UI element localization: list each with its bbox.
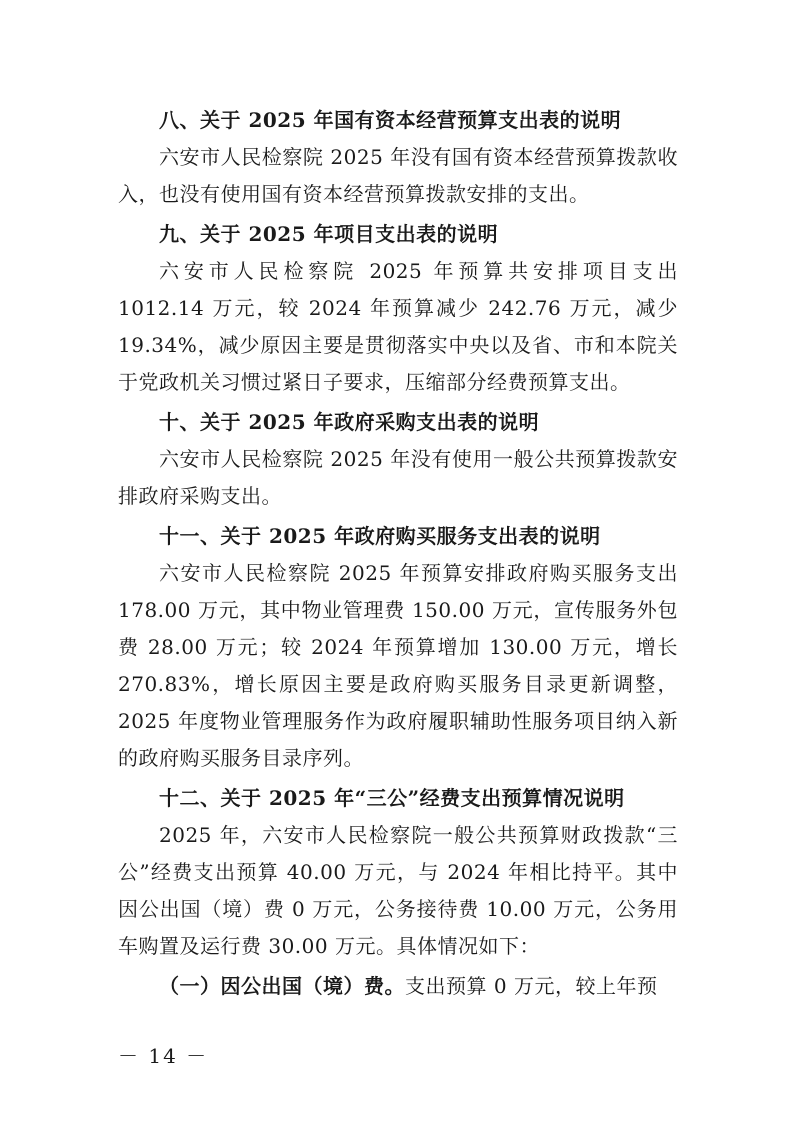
section-12 (118, 780, 678, 965)
section-paragraph: 六安市人民检察院 2025 年预算共安排项目支出 1012.14 万元，较 2024 年预算减少 242.76 万元，减少 19.34%，减少原因主要是贯彻落实中央以及省、市和本院关于党政机关习惯过紧日子要求，压缩部分经费预算支出。 (118, 259, 678, 394)
section-paragraph: 六安市人民检察院 2025 年没有使用一般公共预算拨款安排政府采购支出。 (118, 447, 678, 508)
section-8 (118, 102, 678, 213)
section-paragraph: 六安市人民检察院 2025 年没有国有资本经营预算拨款收入，也没有使用国有资本经营预算拨款安排的支出。 (118, 145, 678, 206)
section-paragraph: 2025 年，六安市人民检察院一般公共预算财政拨款“三公”经费支出预算 40.00 万元，与 2024 年相比持平。其中因公出国（境）费 0 万元，公务接待费 10.00 万元，公务用车购置及运行费 30.00 万元。具体情况如下： (118, 823, 678, 958)
section-9 (118, 216, 678, 401)
section-heading: 十、关于 2025 年政府采购支出表的说明 (159, 410, 540, 434)
document-body (118, 102, 678, 1005)
page-number: － 14 － (118, 1044, 209, 1068)
section-heading: 十一、关于 2025 年政府购买服务支出表的说明 (159, 524, 601, 548)
section-heading: 十二、关于 2025 年“三公”经费支出预算情况说明 (159, 786, 625, 810)
subsection-paragraph (118, 968, 678, 1005)
section-10 (118, 404, 678, 515)
subsection-text: 支出预算 0 万元，较上年预 (405, 974, 658, 998)
section-11 (118, 518, 678, 777)
section-paragraph: 六安市人民检察院 2025 年预算安排政府购买服务支出 178.00 万元，其中物业管理费 150.00 万元，宣传服务外包费 28.00 万元；较 2024 年预算增加 130.00 万元，增长 270.83%，增长原因主要是政府购买服务目录更新调整，2025 年度物业管理服务作为政府履职辅助性服务项目纳入新的政府购买服务目录序列。 (118, 561, 678, 770)
section-heading: 八、关于 2025 年国有资本经营预算支出表的说明 (159, 108, 622, 132)
section-heading: 九、关于 2025 年项目支出表的说明 (159, 222, 499, 246)
subsection-heading: （一）因公出国（境）费。 (159, 974, 405, 998)
